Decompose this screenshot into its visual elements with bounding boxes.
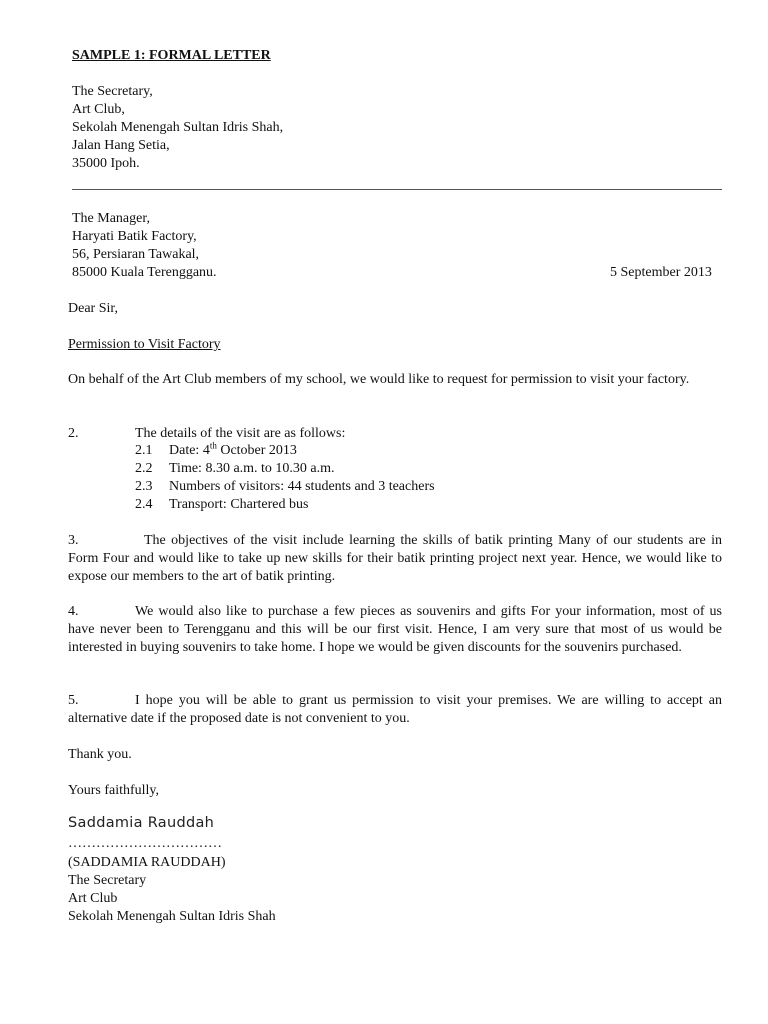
letter-subject: Permission to Visit Factory bbox=[68, 337, 221, 352]
sender-address-line: 35000 Ipoh. bbox=[72, 156, 140, 171]
signer-name: (SADDAMIA RAUDDAH) bbox=[68, 855, 226, 870]
signer-club: Art Club bbox=[68, 891, 118, 906]
paragraph-text: The details of the visit are as follows: bbox=[135, 426, 346, 441]
paragraph-number: 4. bbox=[68, 604, 79, 619]
salutation: Dear Sir, bbox=[68, 301, 118, 316]
paragraph-5 bbox=[68, 692, 722, 728]
sender-address-line: Sekolah Menengah Sultan Idris Shah, bbox=[72, 120, 284, 135]
list-item-number: 2.4 bbox=[135, 497, 153, 512]
list-item-text: Date: 4 bbox=[169, 443, 210, 458]
paragraph-3 bbox=[68, 532, 722, 586]
ordinal-suffix: th bbox=[209, 440, 217, 451]
recipient-address-line: The Manager, bbox=[72, 211, 150, 226]
letter-heading: SAMPLE 1: FORMAL LETTER bbox=[72, 48, 271, 63]
list-item-number: 2.2 bbox=[135, 461, 153, 476]
signature: Saddamia Rauddah bbox=[68, 815, 215, 831]
recipient-address-line: 56, Persiaran Tawakal, bbox=[72, 247, 200, 262]
list-item-number: 2.3 bbox=[135, 479, 153, 494]
list-item-number: 2.1 bbox=[135, 443, 153, 458]
paragraph-number: 2. bbox=[68, 426, 79, 441]
paragraph-text: We would also like to purchase a few pieces as souvenirs and gifts For your information, most of us have never been to Terengganu and this will be our first visit. Hence, I am very sure that most of us would be interested in buying souvenirs to take home. I hope we would be given discounts for the souvenirs purchased. bbox=[68, 604, 722, 655]
recipient-address-line: 85000 Kuala Terengganu. bbox=[72, 265, 217, 280]
list-item-text: Time: 8.30 a.m. to 10.30 a.m. bbox=[169, 461, 335, 476]
paragraph-number: 3. bbox=[68, 533, 79, 548]
list-item-date bbox=[135, 442, 297, 460]
complimentary-close: Yours faithfully, bbox=[68, 783, 160, 798]
paragraph-2 bbox=[68, 425, 722, 443]
divider-line bbox=[72, 189, 722, 190]
signer-school: Sekolah Menengah Sultan Idris Shah bbox=[68, 909, 276, 924]
intro-paragraph: On behalf of the Art Club members of my school, we would like to request for permission to visit your factory. bbox=[68, 372, 690, 387]
list-item-time bbox=[135, 460, 335, 478]
paragraph-text: I hope you will be able to grant us permission to visit your premises. We are willing to accept an alternative date if the proposed date is not convenient to you. bbox=[68, 693, 722, 726]
signer-block bbox=[68, 854, 276, 926]
list-item-transport bbox=[135, 496, 308, 514]
recipient-address bbox=[72, 210, 217, 282]
list-item-text: Transport: Chartered bus bbox=[169, 497, 309, 512]
sender-address-line: The Secretary, bbox=[72, 84, 153, 99]
paragraph-4 bbox=[68, 603, 722, 657]
sender-address bbox=[72, 83, 283, 173]
sender-address-line: Art Club, bbox=[72, 102, 125, 117]
paragraph-number: 5. bbox=[68, 693, 79, 708]
letter-date: 5 September 2013 bbox=[610, 265, 712, 280]
recipient-address-line: Haryati Batik Factory, bbox=[72, 229, 197, 244]
signature-dotted-line: …………………………… bbox=[68, 836, 222, 851]
list-item-text: October 2013 bbox=[216, 443, 297, 458]
paragraph-text: The objectives of the visit include learning the skills of batik printing Many of our students are in Form Four and would like to take up new skills for their batik printing project next year. Hence, we would like to expose our members to the art of batik printing. bbox=[68, 533, 722, 584]
sender-address-line: Jalan Hang Setia, bbox=[72, 138, 170, 153]
list-item-visitors bbox=[135, 478, 435, 496]
thank-you-line: Thank you. bbox=[68, 747, 132, 762]
list-item-text: Numbers of visitors: 44 students and 3 teachers bbox=[169, 479, 435, 494]
signer-title: The Secretary bbox=[68, 873, 147, 888]
